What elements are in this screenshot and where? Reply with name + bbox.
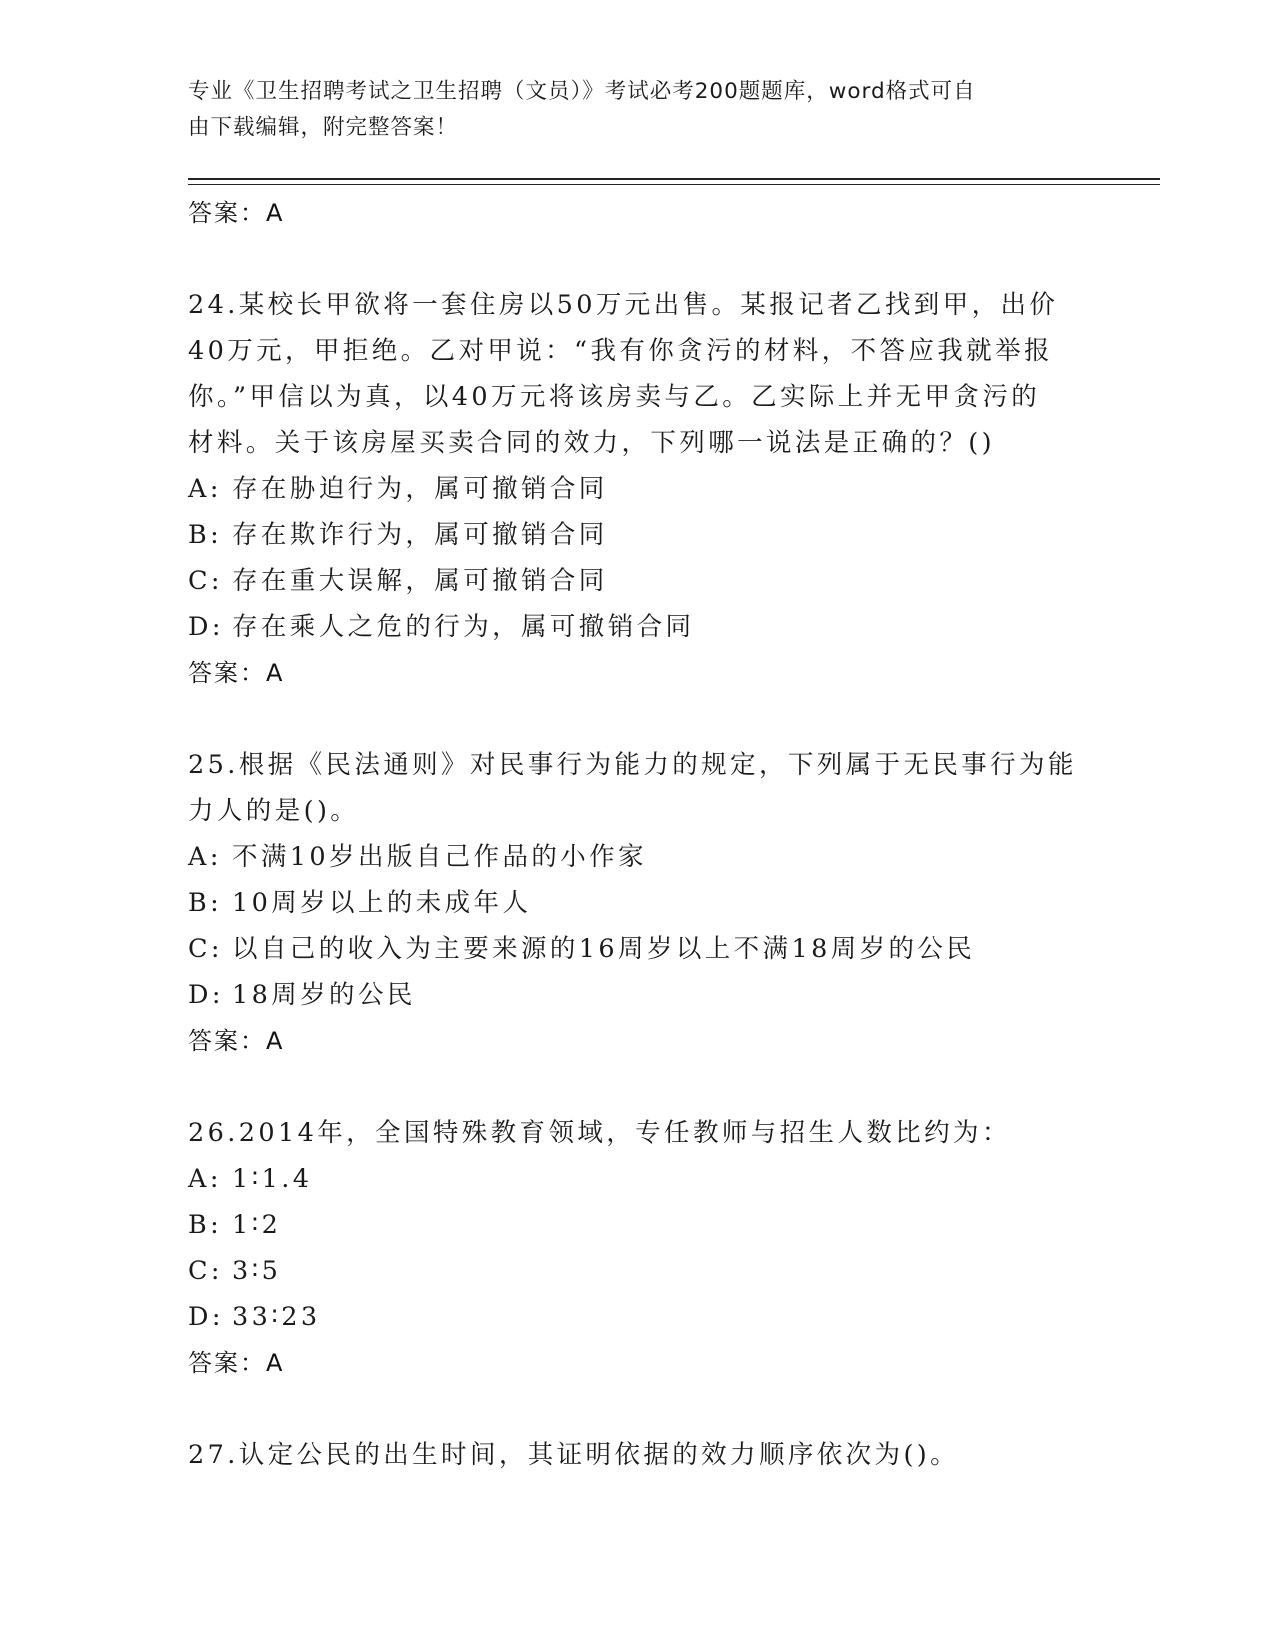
option-key: C: bbox=[188, 934, 223, 964]
question-text-line: 40万元，甲拒绝。乙对甲说：“我有你贪污的材料，不答应我就举报 bbox=[188, 336, 1053, 366]
header-divider-thick bbox=[188, 178, 1160, 180]
answer-label: 答案：A bbox=[188, 1027, 285, 1055]
question-block bbox=[188, 1110, 1088, 1386]
question-text-line: 27.认定公民的出生时间，其证明依据的效力顺序依次为()。 bbox=[188, 1440, 960, 1470]
option-text: 18周岁的公民 bbox=[232, 980, 416, 1010]
option-text: 存在胁迫行为，属可撤销合同 bbox=[232, 474, 608, 504]
option-item bbox=[188, 558, 1088, 604]
option-text: 1∶1.4 bbox=[232, 1164, 313, 1194]
option-item bbox=[188, 972, 1088, 1018]
option-key: D: bbox=[188, 612, 224, 642]
option-text: 3∶5 bbox=[232, 1256, 282, 1286]
option-item bbox=[188, 834, 1088, 880]
question-list bbox=[188, 190, 1088, 1478]
answer-label: 答案：A bbox=[188, 1349, 285, 1377]
option-text: 不满10岁出版自己作品的小作家 bbox=[232, 842, 647, 872]
option-item bbox=[188, 1202, 1088, 1248]
option-item bbox=[188, 1156, 1088, 1202]
question-text-line: 24.某校长甲欲将一套住房以50万元出售。某报记者乙找到甲，出价 bbox=[188, 290, 1059, 320]
option-text: 存在欺诈行为，属可撤销合同 bbox=[232, 520, 608, 550]
question-text-line: 你。”甲信以为真，以40万元将该房卖与乙。乙实际上并无甲贪污的 bbox=[188, 382, 1041, 412]
option-key: C: bbox=[188, 566, 223, 596]
answer-label: 答案：A bbox=[188, 199, 285, 227]
option-item bbox=[188, 1294, 1088, 1340]
option-item bbox=[188, 926, 1088, 972]
option-key: A: bbox=[188, 1164, 222, 1194]
option-text: 以自己的收入为主要来源的16周岁以上不满18周岁的公民 bbox=[232, 934, 976, 964]
header-line-1: 专业《卫生招聘考试之卫生招聘（文员）》考试必考200题题库，word格式可自 bbox=[188, 79, 976, 104]
question-text-line: 力人的是()。 bbox=[188, 796, 360, 826]
option-text: 1∶2 bbox=[232, 1210, 282, 1240]
question-text-line: 26.2014年，全国特殊教育领域，专任教师与招生人数比约为： bbox=[188, 1118, 1011, 1148]
option-item bbox=[188, 1248, 1088, 1294]
question-block bbox=[188, 742, 1088, 1064]
question-text-line: 材料。关于该房屋买卖合同的效力，下列哪一说法是正确的？() bbox=[188, 428, 995, 458]
option-item bbox=[188, 880, 1088, 926]
header-divider-thin bbox=[188, 184, 1160, 185]
question-block bbox=[188, 1432, 1088, 1478]
question-text-line: 25.根据《民法通则》对民事行为能力的规定，下列属于无民事行为能 bbox=[188, 750, 1077, 780]
option-text: 33∶23 bbox=[232, 1302, 321, 1332]
option-item bbox=[188, 466, 1088, 512]
question-block bbox=[188, 282, 1088, 696]
option-key: A: bbox=[188, 474, 222, 504]
option-text: 存在重大误解，属可撤销合同 bbox=[232, 566, 608, 596]
option-item bbox=[188, 604, 1088, 650]
option-key: C: bbox=[188, 1256, 223, 1286]
document-header bbox=[188, 74, 1078, 146]
option-key: D: bbox=[188, 1302, 224, 1332]
header-line-2: 由下载编辑，附完整答案！ bbox=[188, 115, 459, 140]
option-key: D: bbox=[188, 980, 224, 1010]
answer-label: 答案：A bbox=[188, 659, 285, 687]
option-key: A: bbox=[188, 842, 222, 872]
option-item bbox=[188, 512, 1088, 558]
option-key: B: bbox=[188, 1210, 223, 1240]
option-text: 存在乘人之危的行为，属可撤销合同 bbox=[232, 612, 695, 642]
option-key: B: bbox=[188, 520, 223, 550]
option-key: B: bbox=[188, 888, 223, 918]
option-text: 10周岁以上的未成年人 bbox=[232, 888, 532, 918]
